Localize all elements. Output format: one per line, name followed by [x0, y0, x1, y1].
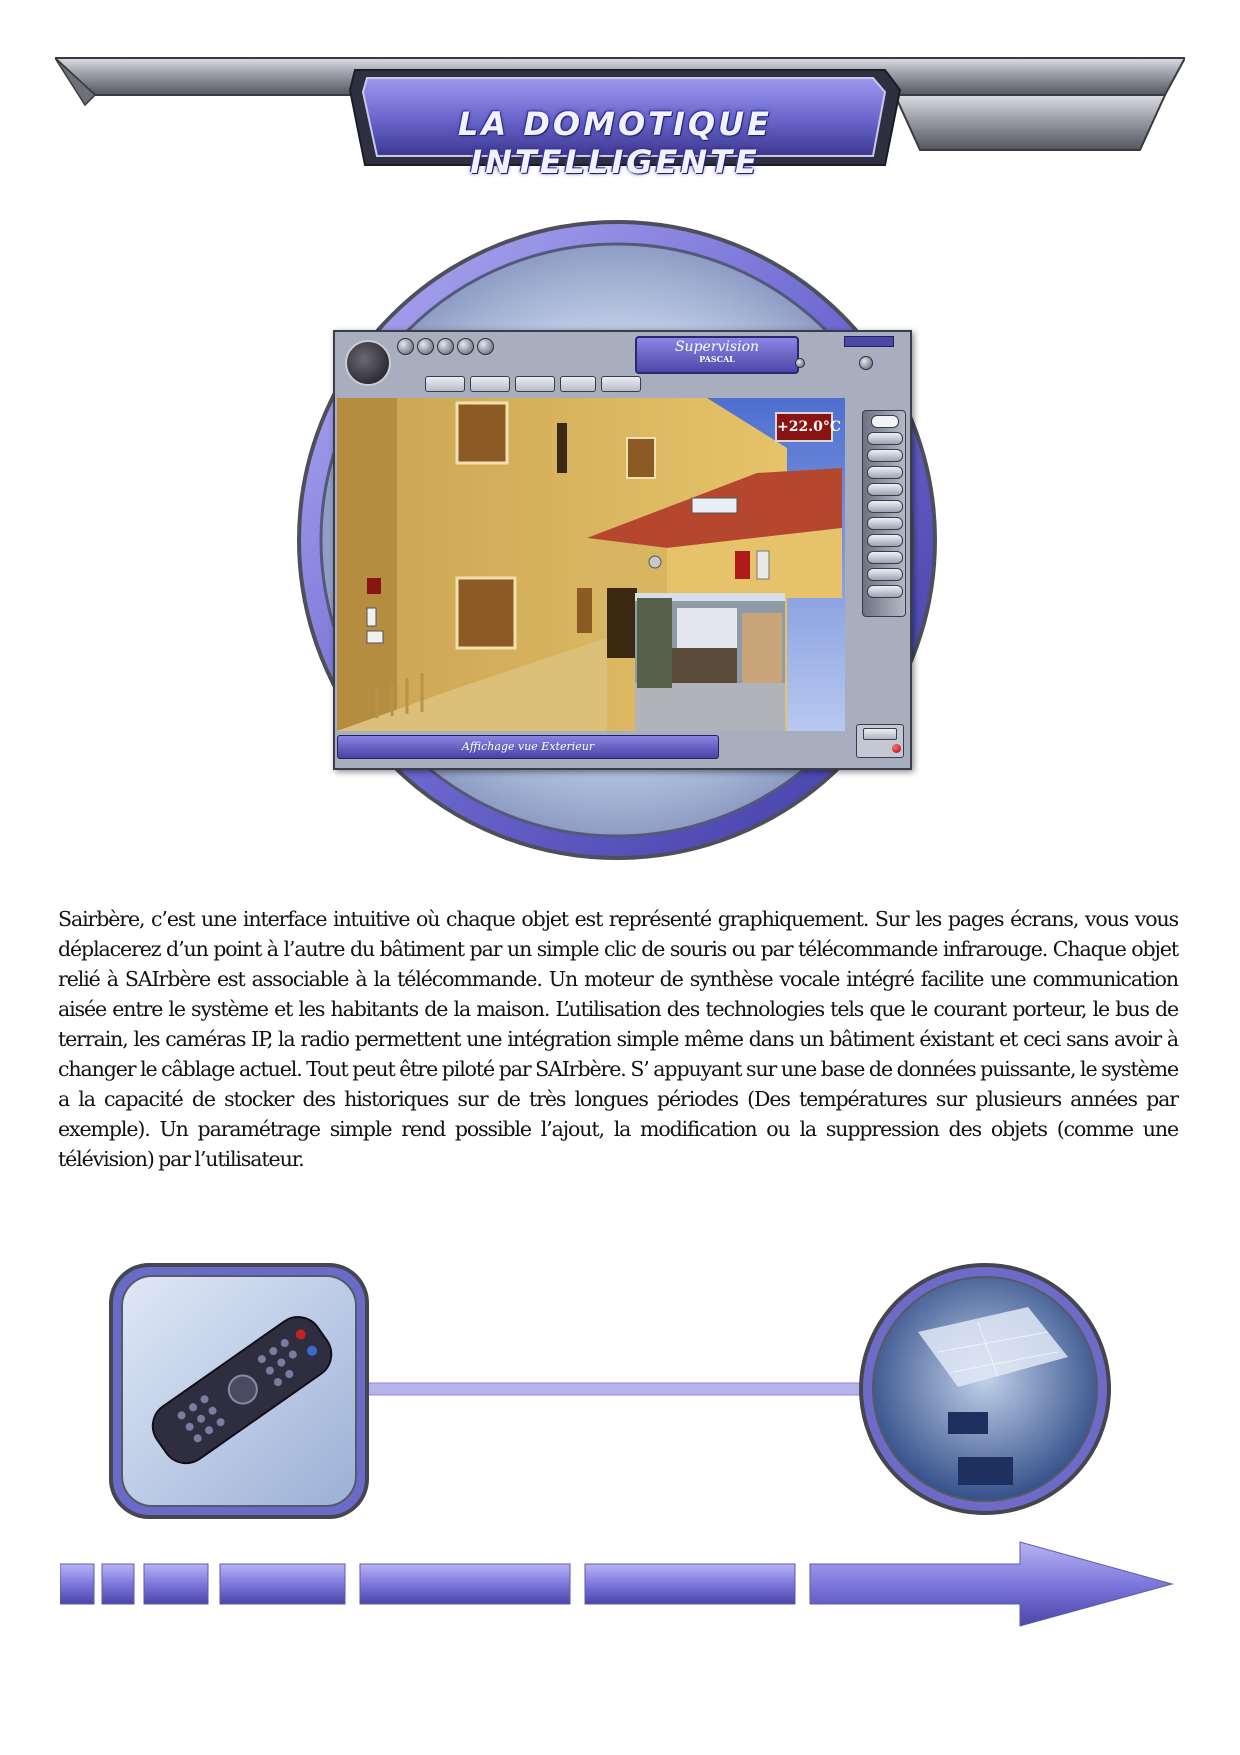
description-paragraph: Sairbère, c’est une interface intuitive où chaque objet est représenté graphiquement. Sur les pages écrans, vous vous déplacerez d’un point à l’autre du bâtiment par un simple clic de souris ou par télécommande infrarouge. Chaque objet relié à SAIrbère est associable à la télécommande. Un moteur de synthèse vocale intégré facilite une communication aisée entre le système et les habitants de la maison. L’utilisation des technologies tels que le courant porteur, le bus de terrain, les caméras IP, la radio permettent une intégration simple même dans un bâtiment éxistant et ceci sans avoir à changer le câblage actuel. Tout peut être piloté par SAIrbère. S’ appuyant sur une base de données puissante, le système a la capacité de stocker des historiques sur de très longues périodes (Des températures sur plusieurs années par exemple). Un paramétrage simple rend possible l’ajout, la modification ou la suppression des objets (comme une télévision) par l’utilisateur. — [58, 907, 1178, 1171]
connector-bar — [368, 1380, 860, 1398]
settings-icon[interactable] — [417, 338, 434, 355]
room-button-2[interactable] — [867, 449, 903, 462]
top-right-tab[interactable] — [844, 336, 894, 347]
tools-icon[interactable] — [477, 338, 494, 355]
nav-button-3[interactable] — [515, 376, 555, 392]
bottom-right-controls — [856, 724, 904, 758]
room-button-8[interactable] — [867, 551, 903, 564]
globe-icon[interactable] — [457, 338, 474, 355]
room-button-10[interactable] — [867, 585, 903, 598]
home-icon[interactable] — [397, 338, 414, 355]
nav-button-2[interactable] — [470, 376, 510, 392]
supervision-user: PASCAL — [699, 354, 735, 364]
status-bar: Affichage vue Exterieur — [337, 735, 719, 759]
nav-button-4[interactable] — [560, 376, 596, 392]
room-button-3[interactable] — [867, 466, 903, 479]
nav-button-5[interactable] — [601, 376, 641, 392]
supervision-title: Supervision — [674, 339, 760, 355]
nav-buttons — [425, 376, 641, 392]
room-button-6[interactable] — [867, 517, 903, 530]
temperature-display: +22.0°C — [775, 412, 833, 442]
room-button-4[interactable] — [867, 483, 903, 496]
power-icon[interactable] — [859, 356, 873, 370]
sairbere-logo — [345, 340, 391, 386]
floor-selector[interactable] — [871, 415, 899, 428]
room-selector-panel — [862, 410, 906, 617]
room-button-7[interactable] — [867, 534, 903, 547]
house-exterior-view — [337, 398, 845, 731]
alarm-indicator-icon — [892, 744, 901, 753]
folder-icon[interactable] — [437, 338, 454, 355]
house-plan-image — [858, 1262, 1112, 1516]
nav-button-1[interactable] — [425, 376, 465, 392]
room-button-1[interactable] — [867, 432, 903, 445]
decorative-arrow — [60, 1540, 1175, 1628]
bottom-right-button[interactable] — [863, 728, 897, 740]
room-button-5[interactable] — [867, 500, 903, 513]
room-button-9[interactable] — [867, 568, 903, 581]
supervision-panel — [635, 336, 799, 374]
page-title: LA DOMOTIQUE INTELLIGENTE — [458, 105, 772, 181]
remote-control-image — [108, 1262, 370, 1520]
indicator-dot-icon — [795, 358, 805, 368]
supervision-app-window — [333, 330, 912, 770]
